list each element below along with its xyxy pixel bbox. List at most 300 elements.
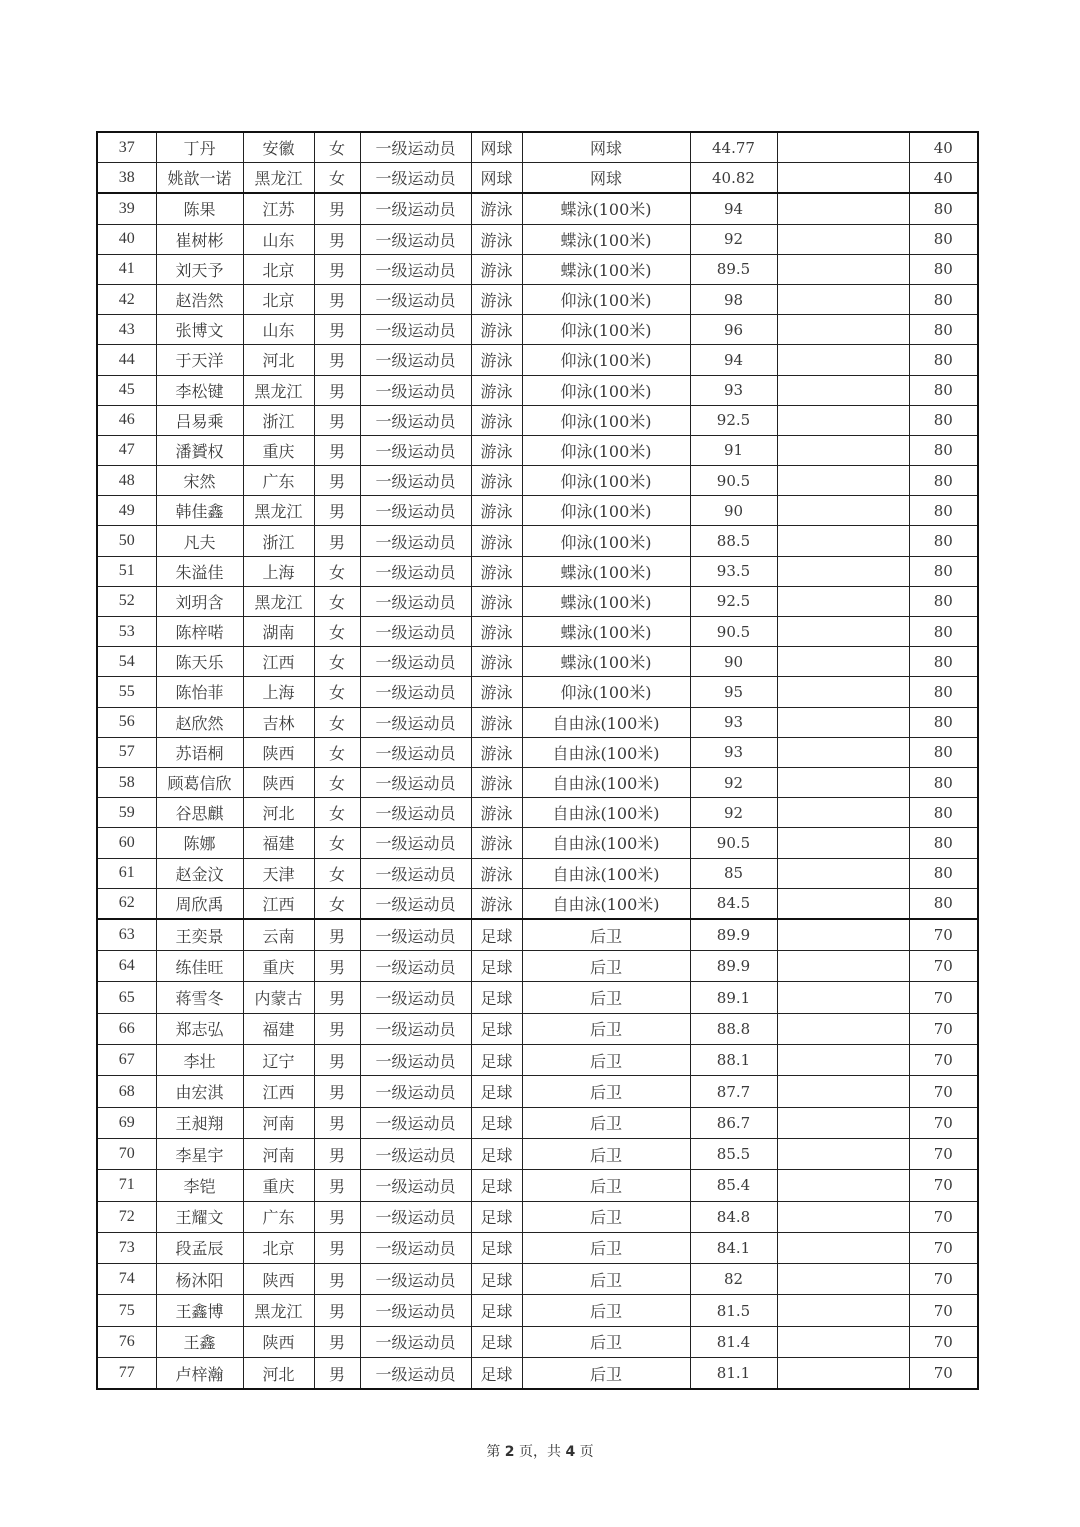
gender-cell: 女 — [314, 677, 360, 707]
row-number-cell: 67 — [97, 1045, 156, 1076]
score-cell: 92.5 — [690, 586, 777, 616]
athlete-roster-table — [96, 131, 979, 1390]
sport-cell: 足球 — [471, 1170, 522, 1201]
athlete-name-cell: 姚歆一诺 — [156, 163, 243, 194]
row-number-cell: 75 — [97, 1295, 156, 1326]
gender-cell: 男 — [314, 284, 360, 314]
gender-cell: 女 — [314, 858, 360, 888]
province-cell: 河南 — [243, 1107, 314, 1138]
table-row — [97, 1076, 978, 1107]
note-cell — [777, 405, 909, 435]
score-cell: 90.5 — [690, 617, 777, 647]
athlete-name-cell: 蒋雪冬 — [156, 982, 243, 1013]
score-cell: 89.9 — [690, 951, 777, 982]
note-cell — [777, 375, 909, 405]
event-cell: 网球 — [522, 163, 690, 194]
event-cell: 后卫 — [522, 1201, 690, 1232]
footer-suffix: 页 — [579, 1444, 594, 1460]
total-cell: 70 — [909, 1358, 978, 1390]
note-cell — [777, 1232, 909, 1263]
note-cell — [777, 435, 909, 465]
gender-cell: 男 — [314, 375, 360, 405]
athlete-level-cell: 一级运动员 — [360, 556, 471, 586]
event-cell: 后卫 — [522, 1326, 690, 1357]
athlete-name-cell: 郑志弘 — [156, 1013, 243, 1044]
total-cell: 80 — [909, 224, 978, 254]
row-number-cell: 54 — [97, 647, 156, 677]
row-number-cell: 70 — [97, 1138, 156, 1169]
note-cell — [777, 1201, 909, 1232]
province-cell: 陕西 — [243, 1326, 314, 1357]
event-cell: 蝶泳(100米) — [522, 647, 690, 677]
sport-cell: 网球 — [471, 163, 522, 194]
sport-cell: 游泳 — [471, 345, 522, 375]
total-cell: 70 — [909, 1045, 978, 1076]
gender-cell: 男 — [314, 1107, 360, 1138]
province-cell: 陕西 — [243, 767, 314, 797]
score-cell: 84.8 — [690, 1201, 777, 1232]
score-cell: 81.1 — [690, 1358, 777, 1390]
athlete-name-cell: 王鑫博 — [156, 1295, 243, 1326]
table-row — [97, 858, 978, 888]
total-cell: 80 — [909, 315, 978, 345]
score-cell: 85.4 — [690, 1170, 777, 1201]
score-cell: 90 — [690, 647, 777, 677]
row-number-cell: 59 — [97, 798, 156, 828]
total-cell: 40 — [909, 163, 978, 194]
sport-cell: 游泳 — [471, 466, 522, 496]
gender-cell: 男 — [314, 1295, 360, 1326]
province-cell: 上海 — [243, 677, 314, 707]
score-cell: 96 — [690, 315, 777, 345]
table-row — [97, 345, 978, 375]
total-cell: 80 — [909, 707, 978, 737]
total-cell: 80 — [909, 193, 978, 224]
athlete-name-cell: 于天洋 — [156, 345, 243, 375]
gender-cell: 男 — [314, 1170, 360, 1201]
note-cell — [777, 254, 909, 284]
note-cell — [777, 556, 909, 586]
gender-cell: 男 — [314, 1138, 360, 1169]
page-footer — [0, 1441, 1080, 1461]
total-cell: 70 — [909, 1232, 978, 1263]
athlete-name-cell: 陈果 — [156, 193, 243, 224]
total-cell: 80 — [909, 254, 978, 284]
table-row — [97, 647, 978, 677]
sport-cell: 网球 — [471, 132, 522, 163]
table-row — [97, 617, 978, 647]
athlete-level-cell: 一级运动员 — [360, 1326, 471, 1357]
event-cell: 蝶泳(100米) — [522, 586, 690, 616]
total-cell: 80 — [909, 526, 978, 556]
note-cell — [777, 1326, 909, 1357]
score-cell: 89.1 — [690, 982, 777, 1013]
note-cell — [777, 919, 909, 951]
total-cell: 80 — [909, 284, 978, 314]
event-cell: 仰泳(100米) — [522, 677, 690, 707]
total-cell: 80 — [909, 767, 978, 797]
athlete-name-cell: 顾葛信欣 — [156, 767, 243, 797]
note-cell — [777, 193, 909, 224]
table-row — [97, 767, 978, 797]
row-number-cell: 39 — [97, 193, 156, 224]
province-cell: 河北 — [243, 1358, 314, 1390]
gender-cell: 男 — [314, 224, 360, 254]
row-number-cell: 56 — [97, 707, 156, 737]
gender-cell: 男 — [314, 1045, 360, 1076]
athlete-name-cell: 赵浩然 — [156, 284, 243, 314]
province-cell: 黑龙江 — [243, 375, 314, 405]
event-cell: 仰泳(100米) — [522, 496, 690, 526]
table-row — [97, 1138, 978, 1169]
sport-cell: 足球 — [471, 1076, 522, 1107]
sport-cell: 游泳 — [471, 284, 522, 314]
row-number-cell: 46 — [97, 405, 156, 435]
gender-cell: 男 — [314, 1326, 360, 1357]
total-cell: 70 — [909, 982, 978, 1013]
score-cell: 92.5 — [690, 405, 777, 435]
row-number-cell: 62 — [97, 888, 156, 919]
province-cell: 重庆 — [243, 1170, 314, 1201]
sport-cell: 足球 — [471, 1264, 522, 1295]
note-cell — [777, 1045, 909, 1076]
athlete-level-cell: 一级运动员 — [360, 1045, 471, 1076]
row-number-cell: 55 — [97, 677, 156, 707]
total-pages-number: 4 — [565, 1444, 576, 1460]
total-cell: 70 — [909, 1138, 978, 1169]
athlete-level-cell: 一级运动员 — [360, 982, 471, 1013]
score-cell: 88.1 — [690, 1045, 777, 1076]
province-cell: 河北 — [243, 345, 314, 375]
athlete-level-cell: 一级运动员 — [360, 526, 471, 556]
event-cell: 后卫 — [522, 1295, 690, 1326]
sport-cell: 游泳 — [471, 677, 522, 707]
row-number-cell: 65 — [97, 982, 156, 1013]
athlete-name-cell: 王鑫 — [156, 1326, 243, 1357]
athlete-name-cell: 宋然 — [156, 466, 243, 496]
province-cell: 内蒙古 — [243, 982, 314, 1013]
gender-cell: 男 — [314, 919, 360, 951]
province-cell: 辽宁 — [243, 1045, 314, 1076]
total-cell: 70 — [909, 1013, 978, 1044]
note-cell — [777, 858, 909, 888]
athlete-level-cell: 一级运动员 — [360, 1358, 471, 1390]
row-number-cell: 37 — [97, 132, 156, 163]
sport-cell: 游泳 — [471, 617, 522, 647]
athlete-name-cell: 杨沐阳 — [156, 1264, 243, 1295]
athlete-level-cell: 一级运动员 — [360, 798, 471, 828]
athlete-level-cell: 一级运动员 — [360, 1076, 471, 1107]
note-cell — [777, 466, 909, 496]
sport-cell: 游泳 — [471, 858, 522, 888]
athlete-level-cell: 一级运动员 — [360, 132, 471, 163]
athlete-name-cell: 朱溢佳 — [156, 556, 243, 586]
province-cell: 吉林 — [243, 707, 314, 737]
table-row — [97, 1045, 978, 1076]
table-row — [97, 1264, 978, 1295]
gender-cell: 男 — [314, 1201, 360, 1232]
score-cell: 95 — [690, 677, 777, 707]
gender-cell: 男 — [314, 1013, 360, 1044]
table-row — [97, 677, 978, 707]
row-number-cell: 58 — [97, 767, 156, 797]
athlete-level-cell: 一级运动员 — [360, 1232, 471, 1263]
event-cell: 仰泳(100米) — [522, 466, 690, 496]
row-number-cell: 71 — [97, 1170, 156, 1201]
sport-cell: 游泳 — [471, 224, 522, 254]
note-cell — [777, 526, 909, 556]
event-cell: 仰泳(100米) — [522, 435, 690, 465]
row-number-cell: 51 — [97, 556, 156, 586]
sport-cell: 足球 — [471, 1326, 522, 1357]
athlete-name-cell: 王耀文 — [156, 1201, 243, 1232]
table-row — [97, 951, 978, 982]
sport-cell: 游泳 — [471, 767, 522, 797]
province-cell: 黑龙江 — [243, 163, 314, 194]
score-cell: 92 — [690, 224, 777, 254]
athlete-level-cell: 一级运动员 — [360, 586, 471, 616]
province-cell: 北京 — [243, 1232, 314, 1263]
total-cell: 80 — [909, 888, 978, 919]
gender-cell: 女 — [314, 707, 360, 737]
athlete-name-cell: 赵金汶 — [156, 858, 243, 888]
score-cell: 94 — [690, 345, 777, 375]
score-cell: 40.82 — [690, 163, 777, 194]
athlete-name-cell: 刘天予 — [156, 254, 243, 284]
total-cell: 70 — [909, 1076, 978, 1107]
athlete-name-cell: 段孟辰 — [156, 1232, 243, 1263]
athlete-name-cell: 陈梓喏 — [156, 617, 243, 647]
sport-cell: 游泳 — [471, 405, 522, 435]
total-cell: 70 — [909, 1295, 978, 1326]
gender-cell: 女 — [314, 556, 360, 586]
table-row — [97, 1232, 978, 1263]
athlete-name-cell: 由宏淇 — [156, 1076, 243, 1107]
row-number-cell: 60 — [97, 828, 156, 858]
gender-cell: 男 — [314, 1076, 360, 1107]
row-number-cell: 42 — [97, 284, 156, 314]
note-cell — [777, 982, 909, 1013]
table-row — [97, 919, 978, 951]
score-cell: 88.8 — [690, 1013, 777, 1044]
province-cell: 山东 — [243, 224, 314, 254]
sport-cell: 足球 — [471, 951, 522, 982]
gender-cell: 男 — [314, 1264, 360, 1295]
sport-cell: 足球 — [471, 1358, 522, 1390]
note-cell — [777, 132, 909, 163]
event-cell: 后卫 — [522, 1232, 690, 1263]
event-cell: 自由泳(100米) — [522, 798, 690, 828]
note-cell — [777, 1076, 909, 1107]
event-cell: 后卫 — [522, 951, 690, 982]
sport-cell: 游泳 — [471, 798, 522, 828]
table-row — [97, 496, 978, 526]
province-cell: 山东 — [243, 315, 314, 345]
gender-cell: 男 — [314, 254, 360, 284]
row-number-cell: 68 — [97, 1076, 156, 1107]
score-cell: 85.5 — [690, 1138, 777, 1169]
score-cell: 87.7 — [690, 1076, 777, 1107]
event-cell: 自由泳(100米) — [522, 828, 690, 858]
province-cell: 河北 — [243, 798, 314, 828]
score-cell: 93.5 — [690, 556, 777, 586]
event-cell: 仰泳(100米) — [522, 284, 690, 314]
note-cell — [777, 1295, 909, 1326]
note-cell — [777, 1138, 909, 1169]
table-row — [97, 1170, 978, 1201]
athlete-level-cell: 一级运动员 — [360, 828, 471, 858]
province-cell: 上海 — [243, 556, 314, 586]
sport-cell: 游泳 — [471, 888, 522, 919]
note-cell — [777, 315, 909, 345]
event-cell: 自由泳(100米) — [522, 888, 690, 919]
province-cell: 江苏 — [243, 193, 314, 224]
row-number-cell: 40 — [97, 224, 156, 254]
row-number-cell: 61 — [97, 858, 156, 888]
athlete-name-cell: 谷思麒 — [156, 798, 243, 828]
athlete-name-cell: 潘贇权 — [156, 435, 243, 465]
total-cell: 80 — [909, 617, 978, 647]
row-number-cell: 72 — [97, 1201, 156, 1232]
athlete-name-cell: 李松键 — [156, 375, 243, 405]
score-cell: 81.5 — [690, 1295, 777, 1326]
event-cell: 蝶泳(100米) — [522, 254, 690, 284]
score-cell: 84.1 — [690, 1232, 777, 1263]
table-row — [97, 1358, 978, 1390]
gender-cell: 男 — [314, 345, 360, 375]
footer-middle: 页，共 — [519, 1444, 561, 1460]
event-cell: 自由泳(100米) — [522, 767, 690, 797]
gender-cell: 女 — [314, 767, 360, 797]
athlete-level-cell: 一级运动员 — [360, 163, 471, 194]
note-cell — [777, 951, 909, 982]
score-cell: 90.5 — [690, 466, 777, 496]
athlete-name-cell: 李铠 — [156, 1170, 243, 1201]
gender-cell: 女 — [314, 586, 360, 616]
gender-cell: 女 — [314, 798, 360, 828]
note-cell — [777, 1170, 909, 1201]
row-number-cell: 45 — [97, 375, 156, 405]
event-cell: 后卫 — [522, 1107, 690, 1138]
athlete-level-cell: 一级运动员 — [360, 466, 471, 496]
note-cell — [777, 345, 909, 375]
sport-cell: 足球 — [471, 919, 522, 951]
province-cell: 黑龙江 — [243, 1295, 314, 1326]
event-cell: 后卫 — [522, 1264, 690, 1295]
row-number-cell: 64 — [97, 951, 156, 982]
athlete-name-cell: 赵欣然 — [156, 707, 243, 737]
total-cell: 80 — [909, 858, 978, 888]
athlete-level-cell: 一级运动员 — [360, 647, 471, 677]
athlete-level-cell: 一级运动员 — [360, 375, 471, 405]
province-cell: 湖南 — [243, 617, 314, 647]
row-number-cell: 44 — [97, 345, 156, 375]
score-cell: 93 — [690, 375, 777, 405]
sport-cell: 游泳 — [471, 254, 522, 284]
row-number-cell: 43 — [97, 315, 156, 345]
table-row — [97, 526, 978, 556]
gender-cell: 女 — [314, 647, 360, 677]
sport-cell: 足球 — [471, 1045, 522, 1076]
gender-cell: 男 — [314, 1232, 360, 1263]
row-number-cell: 50 — [97, 526, 156, 556]
row-number-cell: 47 — [97, 435, 156, 465]
row-number-cell: 53 — [97, 617, 156, 647]
province-cell: 福建 — [243, 1013, 314, 1044]
table-row — [97, 405, 978, 435]
table-row — [97, 888, 978, 919]
province-cell: 重庆 — [243, 951, 314, 982]
note-cell — [777, 767, 909, 797]
athlete-level-cell: 一级运动员 — [360, 767, 471, 797]
event-cell: 蝶泳(100米) — [522, 193, 690, 224]
table-row — [97, 284, 978, 314]
score-cell: 88.5 — [690, 526, 777, 556]
score-cell: 98 — [690, 284, 777, 314]
athlete-level-cell: 一级运动员 — [360, 1201, 471, 1232]
athlete-level-cell: 一级运动员 — [360, 1295, 471, 1326]
note-cell — [777, 284, 909, 314]
score-cell: 86.7 — [690, 1107, 777, 1138]
province-cell: 陕西 — [243, 1264, 314, 1295]
note-cell — [777, 707, 909, 737]
note-cell — [777, 737, 909, 767]
event-cell: 后卫 — [522, 1170, 690, 1201]
athlete-name-cell: 刘玥含 — [156, 586, 243, 616]
sport-cell: 足球 — [471, 1201, 522, 1232]
athlete-level-cell: 一级运动员 — [360, 1013, 471, 1044]
event-cell: 自由泳(100米) — [522, 707, 690, 737]
province-cell: 浙江 — [243, 526, 314, 556]
table-row — [97, 1201, 978, 1232]
table-row — [97, 1013, 978, 1044]
note-cell — [777, 617, 909, 647]
athlete-level-cell: 一级运动员 — [360, 193, 471, 224]
score-cell: 82 — [690, 1264, 777, 1295]
table-row — [97, 828, 978, 858]
score-cell: 92 — [690, 767, 777, 797]
total-cell: 80 — [909, 677, 978, 707]
event-cell: 后卫 — [522, 1076, 690, 1107]
province-cell: 天津 — [243, 858, 314, 888]
gender-cell: 男 — [314, 466, 360, 496]
athlete-name-cell: 陈怡菲 — [156, 677, 243, 707]
sport-cell: 足球 — [471, 1232, 522, 1263]
total-cell: 40 — [909, 132, 978, 163]
note-cell — [777, 163, 909, 194]
athlete-level-cell: 一级运动员 — [360, 888, 471, 919]
total-cell: 80 — [909, 345, 978, 375]
sport-cell: 游泳 — [471, 828, 522, 858]
event-cell: 后卫 — [522, 1045, 690, 1076]
gender-cell: 男 — [314, 193, 360, 224]
score-cell: 85 — [690, 858, 777, 888]
athlete-level-cell: 一级运动员 — [360, 737, 471, 767]
total-cell: 70 — [909, 919, 978, 951]
row-number-cell: 57 — [97, 737, 156, 767]
athlete-name-cell: 韩佳鑫 — [156, 496, 243, 526]
total-cell: 80 — [909, 435, 978, 465]
gender-cell: 女 — [314, 132, 360, 163]
row-number-cell: 69 — [97, 1107, 156, 1138]
province-cell: 陕西 — [243, 737, 314, 767]
athlete-name-cell: 凡夫 — [156, 526, 243, 556]
note-cell — [777, 224, 909, 254]
table-row — [97, 132, 978, 163]
table-row — [97, 254, 978, 284]
gender-cell: 男 — [314, 315, 360, 345]
athlete-level-cell: 一级运动员 — [360, 284, 471, 314]
